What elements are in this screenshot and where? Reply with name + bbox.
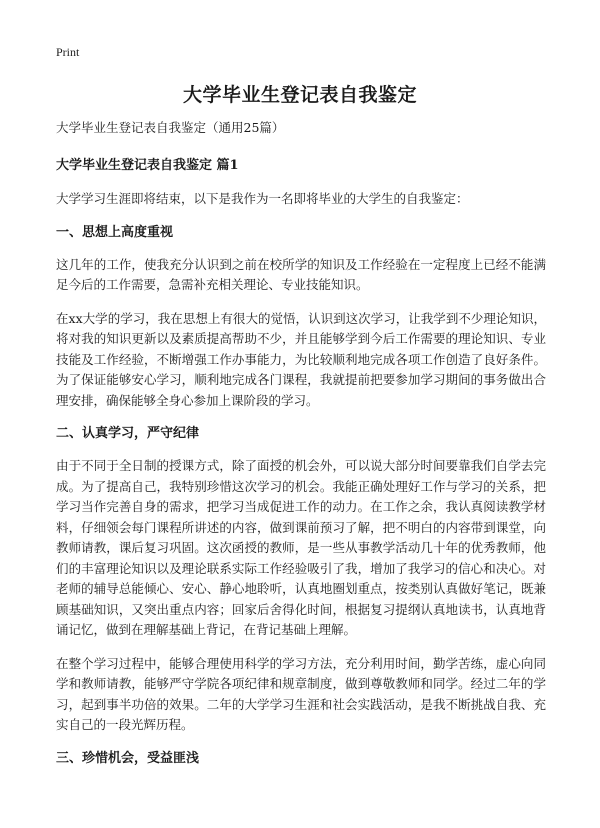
intro-paragraph: 大学学习生涯即将结束，以下是我作为一名即将毕业的大学生的自我鉴定： <box>56 191 469 206</box>
section-2-paragraph-2: 在整个学习过程中，能够合理使用科学的学习方法，充分利用时间，勤学苦练，虚心向同学和教师请教，能够严守学院各项纪律和规章制度，做到尊敬教师和同学。经过二年的学习，起到事半功倍的效果。二年的大学学习生涯和社会实践活动，是我不断挑战自我、充实自己的一段光辉历程。 <box>56 655 546 732</box>
page-title: 大学毕业生登记表自我鉴定 <box>182 84 417 106</box>
section-1-paragraph-2: 在xx大学的学习，我在思想上有很大的觉悟，认识到这次学习，让我学到不少理论知识，将对我的知识更新以及素质提高帮助不少，并且能够学到今后工作需要的理论知识、专业技能及工作经验，不断增强工作办事能力，为比较顺利地完成各项工作创造了良好条件。为了保证能够安心学习，顺利地完成各门课程，我就提前把要参加学习期间的事务做出合理安排，确保能够全身心参加上课阶段的学习。 <box>56 310 546 408</box>
section-heading-2: 二、认真学习，严守纪律 <box>56 426 200 441</box>
section-1-paragraph-1: 这几年的工作，使我充分认识到之前在校所学的知识及工作经验在一定程度上已经不能满足今后的工作需要，急需补充相关理论、专业技能知识。 <box>56 256 546 292</box>
section-2-paragraph-1: 由于不同于全日制的授课方式，除了面授的机会外，可以说大部分时间要靠我们自学去完成。为了提高自己，我特别珍惜这次学习的机会。我能正确处理好工作与学习的关系，把学习当作完善自身的需求，把学习当成促进工作的动力。在工作之余，我认真阅读教学材料，仔细领会每门课程所讲述的内容，做到课前预习了解，把不明白的内容带到课堂，向教师请教，课后复习巩固。这次函授的教师，是一些从事教学活动几十年的优秀教师，他们的丰富理论知识以及理论联系实际工作经验吸引了我，增加了我学习的信心和决心。对老师的辅导总能倾心、安心、静心地聆听，认真地圈划重点，按类别认真做好笔记，既兼顾基础知识，又突出重点内容；回家后舍得化时间，根据复习提纲认真地读书，认真地背诵记忆，做到在理解基础上背记，在背记基础上理解。 <box>56 458 546 637</box>
section-heading-3: 三、珍惜机会，受益匪浅 <box>56 750 200 766</box>
section-heading-1: 一、思想上高度重视 <box>56 224 174 240</box>
document-subtitle: 大学毕业生登记表自我鉴定（通用25篇） <box>56 120 285 135</box>
article-heading: 大学毕业生登记表自我鉴定 篇1 <box>56 158 239 173</box>
document-body <box>56 118 546 781</box>
print-link[interactable]: Print <box>56 45 80 59</box>
